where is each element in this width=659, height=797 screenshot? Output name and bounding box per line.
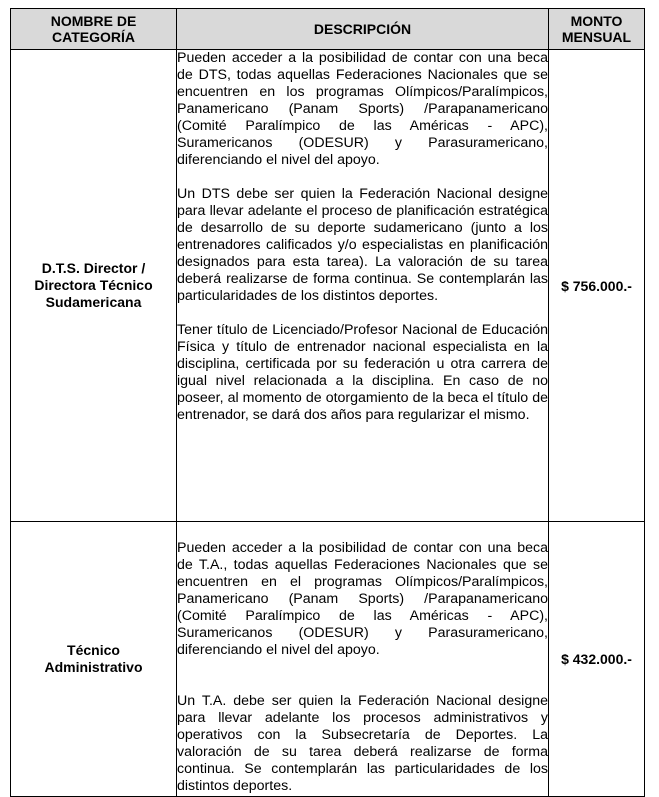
header-amount: MONTO MENSUAL bbox=[549, 9, 645, 50]
description-cell bbox=[177, 522, 549, 797]
category-label: Técnico Administrativo bbox=[44, 642, 143, 675]
description-paragraph: Pueden acceder a la posibilidad de contar con una beca de T.A., todas aquellas Federaciones Nacionales que se encuentren en el programas Olímpicos/Paralímpicos, Panamericano (Panam Sports) /Parapanamericano (Comité Paralímpico de las Américas - APC), Suramericanos (ODESUR) y Parasuramericano, diferenciando el nivel del apoyo. bbox=[177, 540, 548, 658]
header-row bbox=[11, 9, 645, 50]
description-paragraph: Un DTS debe ser quien la Federación Nacional designe para llevar adelante el proceso de planificación estratégica de desarrollo de su deporte sudamericano (junto a los entrenadores calificados y/o especialistas en planificación designados para esta tarea). La valoración de su tarea deberá realizarse de forma continua. Se contemplarán las particularidades de los distintos deportes. bbox=[177, 186, 548, 304]
table-row-dts bbox=[11, 50, 645, 522]
header-category: NOMBRE DE CATEGORÍA bbox=[11, 9, 177, 50]
monthly-amount: $ 432.000.- bbox=[549, 522, 645, 797]
category-name bbox=[11, 50, 177, 522]
monthly-amount: $ 756.000.- bbox=[549, 50, 645, 522]
categories-table bbox=[10, 8, 645, 797]
description-cell bbox=[177, 50, 549, 522]
category-name bbox=[11, 522, 177, 797]
header-description: DESCRIPCIÓN bbox=[177, 9, 549, 50]
description-paragraph: Tener título de Licenciado/Profesor Nacional de Educación Física y título de entrenador nacional especialista en la disciplina, certificada por su federación u otra carrera de igual nivel relacionada a la disciplina. En caso de no poseer, al momento de otorgamiento de la beca el título de entrenador, se dará dos años para regularizar el mismo. bbox=[177, 322, 548, 423]
description-paragraph: Pueden acceder a la posibilidad de contar con una beca de DTS, todas aquellas Federaciones Nacionales que se encuentren en los programas Olímpicos/Paralímpicos, Panamericano (Panam Sports) /Parapanamericano (Comité Paralímpico de las Américas - APC), Suramericanos (ODESUR) y Parasuramericano, diferenciando el nivel del apoyo. bbox=[177, 50, 548, 168]
table-row-tecnico-administrativo bbox=[11, 522, 645, 797]
category-label: D.T.S. Director / Directora Técnico Sudamericana bbox=[34, 260, 153, 310]
description-paragraph: Un T.A. debe ser quien la Federación Nacional designe para llevar adelante los procesos administrativos y operativos con la Subsecretaría de Deportes. La valoración de su tarea deberá realizarse de forma continua. Se contemplarán las particularidades de los distintos deportes. bbox=[177, 693, 548, 794]
